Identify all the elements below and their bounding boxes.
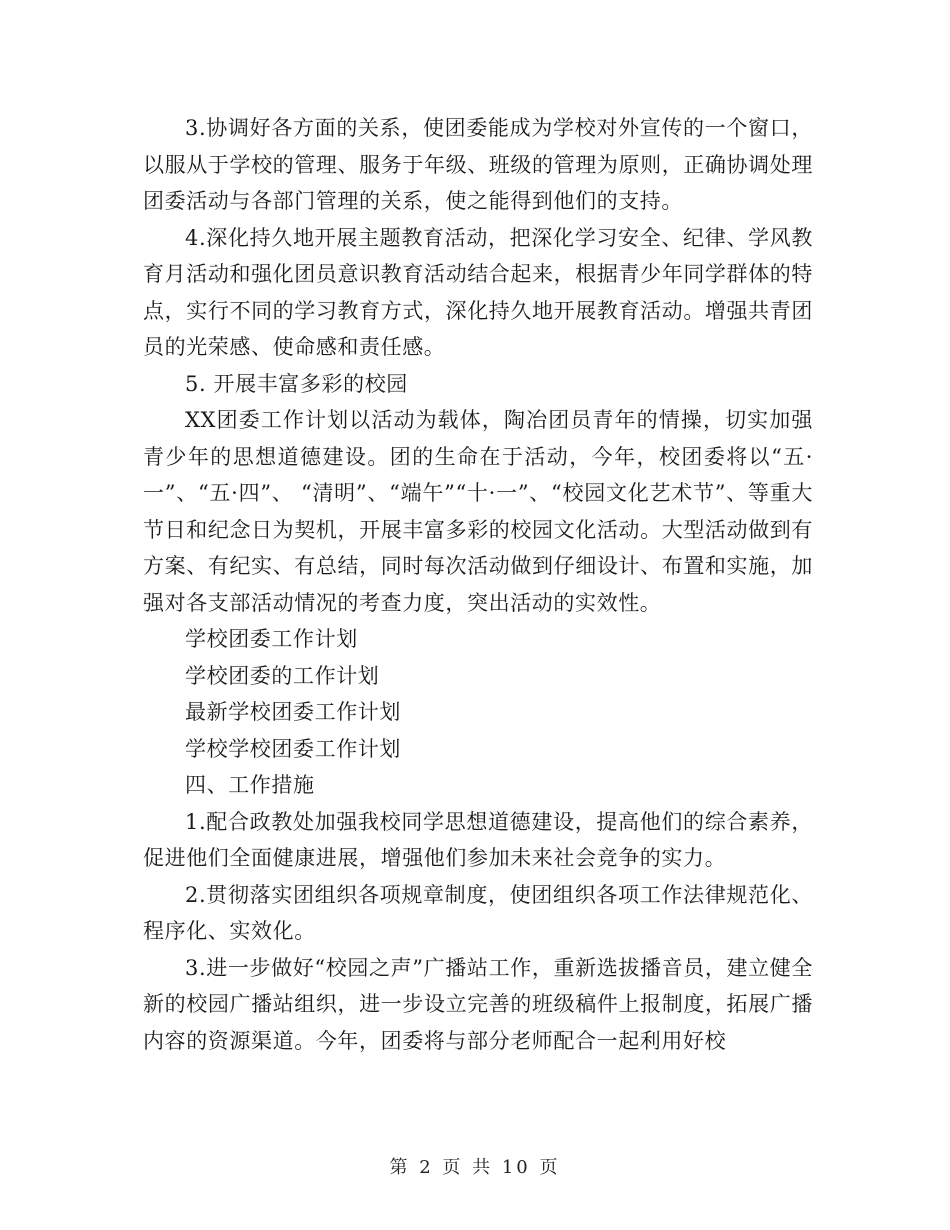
paragraph-link-plan-3: 最新学校团委工作计划 (185, 700, 401, 724)
paragraph-link-plan-1: 学校团委工作计划 (185, 627, 358, 651)
paragraph-campus-activities-heading: 5. 开展丰富多彩的校园 (185, 371, 408, 396)
paragraph-coordination: 3.协调好各方面的关系，使团委能成为学校对外宣传的一个窗口，以服从于学校的管理、服务于年级、班级的管理为原则，正确协调处理团委活动与各部门管理的关系，使之能得到他们的支持。 (143, 116, 813, 213)
page-number-footer: 第 2 页 共 10 页 (389, 1157, 561, 1178)
paragraph-theme-education: 4.深化持久地开展主题教育活动，把深化学习安全、纪律、学风教育月活动和强化团员意识教育活动结合起来，根据青少年同学群体的特点，实行不同的学习教育方式，深化持久地开展教育活动。增强共青团员的光荣感、使命感和责任感。 (143, 225, 813, 359)
paragraph-measure-1: 1.配合政教处加强我校同学思想道德建设，提高他们的综合素养，促进他们全面健康进展，增强他们参加未来社会竞争的实力。 (143, 809, 813, 870)
paragraph-activities-plan: XX团委工作计划以活动为载体，陶冶团员青年的情操，切实加强青少年的思想道德建设。团的生命在于活动，今年，校团委将以“五·一”、“五·四”、 “清明”、“端午”“十·一”、“校园文化艺术节”、等重大节日和纪念日为契机，开展丰富多彩的校园文化活动。大型活动做到有方案、有纪实、有总结，同时每次活动做到仔细设计、布置和实施，加强对各支部活动情况的考查力度，突出活动的实效性。 (143, 408, 813, 615)
paragraph-measure-2: 2.贯彻落实团组织各项规章制度，使团组织各项工作法律规范化、程序化、实效化。 (143, 882, 813, 943)
section-heading-measures: 四、工作措施 (185, 773, 315, 797)
paragraph-measure-3: 3.进一步做好“校园之声”广播站工作，重新选拔播音员，建立健全新的校园广播站组织，进一步设立完善的班级稿件上报制度，拓展广播内容的资源渠道。今年，团委将与部分老师配合一起利用好校 (143, 955, 813, 1053)
paragraph-link-plan-4: 学校学校团委工作计划 (185, 736, 401, 761)
paragraph-link-plan-2: 学校团委的工作计划 (185, 663, 380, 688)
document-body (143, 110, 813, 1059)
